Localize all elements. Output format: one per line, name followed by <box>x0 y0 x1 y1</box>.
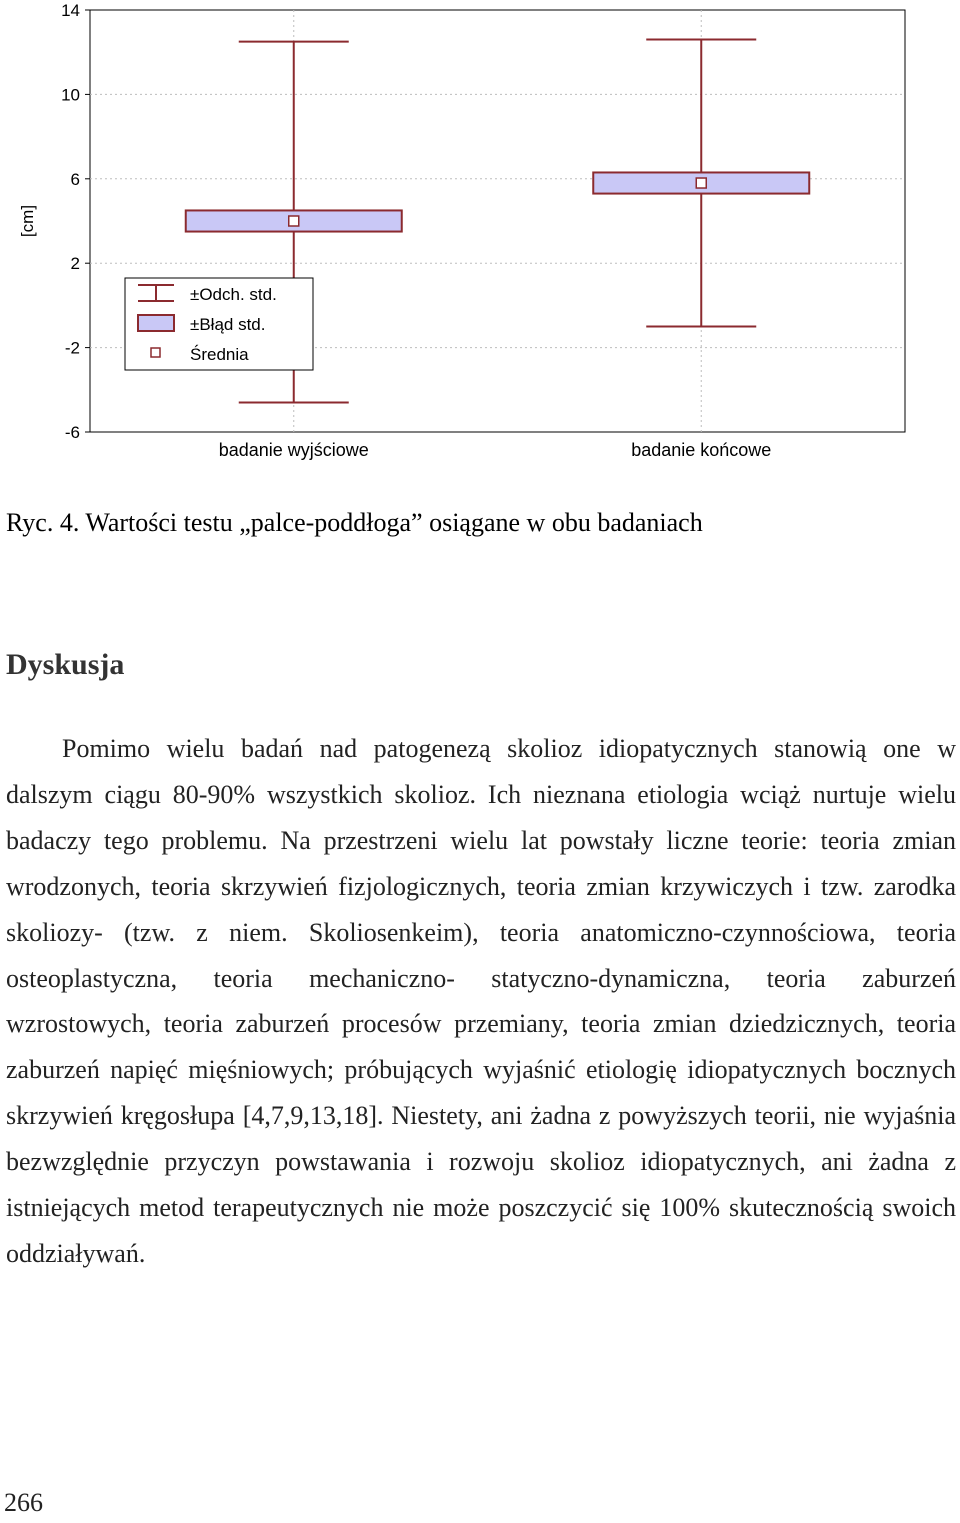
y-tick-label: -2 <box>64 338 80 358</box>
legend-label: Średnia <box>190 345 249 364</box>
y-axis-label: [cm] <box>18 204 37 238</box>
section-title: Dyskusja <box>6 648 125 681</box>
y-tick-label: 14 <box>61 1 80 20</box>
y-tick-label: 2 <box>70 254 80 274</box>
chart-svg <box>0 0 960 470</box>
y-tick-label: -6 <box>64 423 80 442</box>
legend-label: ±Odch. std. <box>190 285 277 304</box>
y-tick-label: 6 <box>70 169 80 189</box>
box-plot-chart <box>0 0 960 470</box>
mean-marker <box>696 178 706 188</box>
x-tick-label: badanie wyjściowe <box>218 440 369 460</box>
figure-caption: Ryc. 4. Wartości testu „palce-poddłoga” osiągane w obu badaniach <box>6 508 703 537</box>
legend-mean-swatch <box>151 348 160 357</box>
legend-se-swatch <box>138 315 174 331</box>
mean-marker <box>289 216 299 226</box>
page-number: 266 <box>4 1488 43 1517</box>
y-tick-label: 10 <box>61 85 80 105</box>
x-tick-label: badanie końcowe <box>631 440 772 460</box>
legend-label: ±Błąd std. <box>190 315 266 334</box>
body-paragraph: Pomimo wielu badań nad patogenezą skolioz idiopatycznych stanowią one w dalszym ciągu 80-90% wszystkich skolioz. Ich nieznana etiologia wciąż nurtuje wielu badaczy tego problemu. Na przestrzeni wielu lat powstały liczne teorie: teoria zmian wrodzonych, teoria skrzywień fizjologicznych, teoria zmian krzywiczych i tzw. zarodka skoliozy- (tzw. z niem. Skoliosenkeim), teoria anatomiczno-czynnościowa, teoria osteoplastyczna, teoria mechaniczno- statyczno-dynamiczna, teoria zaburzeń wzrostowych, teoria zaburzeń procesów przemiany, teoria zmian dziedzicznych, teoria zaburzeń napięć mięśniowych; próbujących wyjaśnić etiologię idiopatycznych bocznych skrzywień kręgosłupa [4,7,9,13,18]. Niestety, ani żadna z powyższych teorii, nie wyjaśnia bezwzględnie przyczyn powstawania i rozwoju skolioz idiopatycznych, ani żadna z istniejących metod terapeutycznych nie może poszczycić się 100% skutecznością swoich oddziaływań. <box>6 734 956 1268</box>
